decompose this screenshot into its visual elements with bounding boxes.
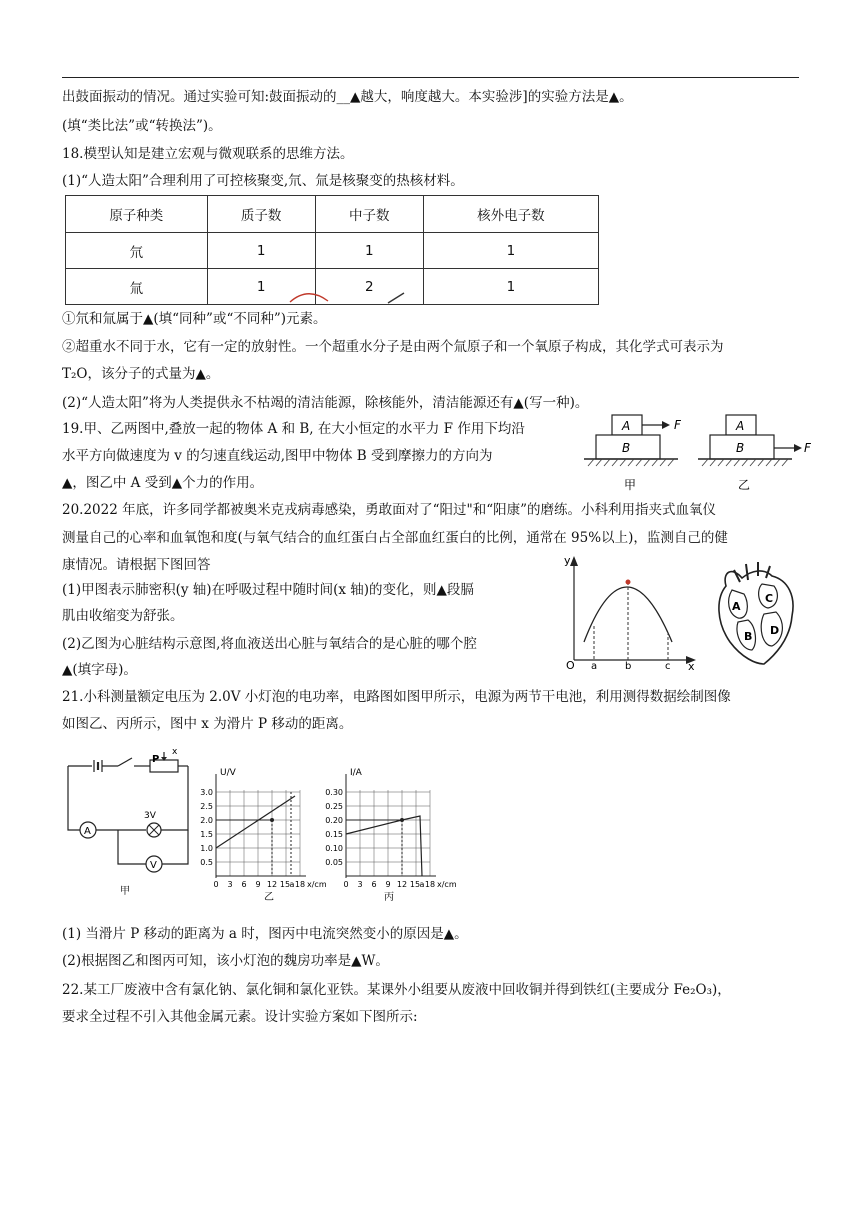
question-21-line2: 如图乙、丙所示，图中 x 为滑片 P 移动的距离。 [62,716,353,732]
i-series-line [346,816,422,876]
svg-text:0.25: 0.25 [325,802,343,811]
table-header: 中子数 [315,196,423,233]
table-header: 核外电子数 [423,196,598,233]
tick-label: b [625,661,632,672]
arrow-head-icon [794,444,802,452]
voltage-chart [198,766,333,902]
lamp-label: 3V [144,811,156,821]
table-header-row [66,196,599,233]
data-point [400,818,404,822]
current-chart [318,766,468,902]
table-cell: 1 [423,233,598,269]
question-20-line3: 康情况。请根据下图回答 [62,557,211,573]
svg-text:a: a [419,880,425,889]
svg-text:12: 12 [266,880,278,889]
svg-text:3: 3 [227,880,233,889]
ammeter-label: A [84,826,91,837]
svg-text:2.0: 2.0 [200,816,213,825]
question-20-part2-cont: ▲(填字母)。 [62,662,137,678]
svg-text:3.0: 3.0 [200,788,213,797]
svg-text:15: 15 [409,880,421,889]
arrow-head-icon [570,556,578,566]
table-cell: 氚 [66,269,208,305]
switch [118,758,132,766]
table-cell: 1 [207,269,315,305]
block-a-label: A [736,419,745,433]
y-axis-label: U/V [220,768,236,778]
x-tick-labels [343,880,435,889]
svg-text:9: 9 [385,880,391,889]
table-cell: 1 [423,269,598,305]
figure-caption: 乙 [738,478,751,492]
chamber-label: C [765,592,774,605]
question-20-line2: 测量自己的心率和血氧饱和度(与氧气结合的血红蛋白占全部血红蛋白的比例，通常在 95%以上)，监测自己的健 [62,530,728,546]
svg-text:3: 3 [357,880,363,889]
svg-text:15: 15 [279,880,291,889]
block-figure-jia [584,415,682,492]
text-line: 出鼓面振动的情况。通过实验可知:鼓面振动的__▲越大，响度越大。本实验涉]的实验方法是▲。 [62,89,633,105]
question-21-line1: 21.小科测量额定电压为 2.0V 小灯泡的电功率，电路图如图甲所示，电源为两节干电池，利用测得数据绘制图像 [62,689,731,705]
wire [160,766,188,830]
x-axis-label: x [688,660,695,672]
question-18-title: 18.模型认知是建立宏观与微观联系的思维方法。 [62,146,354,162]
svg-text:1.0: 1.0 [200,844,213,853]
svg-text:0.10: 0.10 [325,844,343,853]
question-20-part1: (1)甲图表示肺密积(y 轴)在呼吸过程中随时间(x 轴)的变化，则▲段膈 [62,582,474,598]
force-label: F [804,441,811,455]
question-18-1b-cont: T₂O，该分子的式量为▲。 [62,366,220,382]
table-cell: 2 [315,269,423,305]
chamber-label: A [732,600,741,613]
y-axis-label: y [564,554,571,567]
question-18-1a: ①氘和氚属于▲(填“同种”或“不同种”)元素。 [62,311,327,327]
question-20-part2: (2)乙图为心脏结构示意图,将血液送出心脏与氧结合的是心脏的哪个腔 [62,636,477,652]
distance-label: x [172,748,178,757]
question-18-part2: (2)“人造太阳”将为人类提供永不枯竭的清洁能源，除核能外，清洁能源还有▲(写一种)。 [62,395,589,411]
table-header: 原子种类 [66,196,208,233]
svg-text:18: 18 [424,880,436,889]
svg-text:0.15: 0.15 [325,830,343,839]
data-point [270,818,274,822]
lung-volume-graph [560,552,700,672]
atom-table [65,195,599,305]
svg-text:6: 6 [241,880,247,889]
question-20-line1: 20.2022 年底，许多同学都被奥米克戎病毒感染，勇敢面对了“阳过"和“阳康”的磨练。小科利用指夹式血氧仪 [62,502,717,518]
svg-text:0.05: 0.05 [325,858,343,867]
svg-text:a: a [289,880,295,889]
question-22-line2: 要求全过程不引入其他金属元素。设计实验方案如下图所示: [62,1009,418,1025]
arrow-head-icon [662,421,670,429]
svg-text:0: 0 [343,880,349,889]
tick-label: c [665,661,671,672]
svg-text:12: 12 [396,880,408,889]
svg-text:0.20: 0.20 [325,816,343,825]
table-cell: 1 [315,233,423,269]
pen-marks [280,290,420,304]
svg-text:18: 18 [294,880,306,889]
svg-text:6: 6 [371,880,377,889]
svg-text:0.5: 0.5 [200,858,213,867]
heart-outline [719,571,793,664]
figure-caption: 甲 [624,478,637,492]
u-series-line [216,796,295,848]
figure-caption: 乙 [264,892,274,902]
block-b-label: B [622,441,631,455]
tick-label: a [591,661,598,672]
question-19-line1: 19.甲、乙两图中,叠放一起的物体 A 和 B, 在大小恒定的水平力 F 作用下均沿 [62,421,525,437]
origin-label: O [566,659,575,672]
x-tick-labels [213,880,305,889]
block-b-label: B [736,441,745,455]
figure-caption: 甲 [120,886,130,897]
question-22-line1: 22.某工厂废液中含有氯化钠、氯化铜和氯化亚铁。某课外小组要从废液中回收铜并得到铁红(主要成分 Fe₂O₃)， [62,982,731,998]
table-row [66,233,599,269]
y-tick-labels [200,788,213,867]
x-axis-label: x/cm [307,880,327,889]
y-tick-labels [325,788,343,867]
voltmeter-label: V [150,860,157,871]
chamber-label: B [744,630,753,643]
svg-text:1.5: 1.5 [200,830,213,839]
circuit-diagram [58,748,210,900]
question-20-part1-cont: 肌由收缩变为舒张。 [62,608,184,624]
table-cell: 1 [207,233,315,269]
table-header: 质子数 [207,196,315,233]
table-cell: 氘 [66,233,208,269]
question-18-part1: (1)“人造太阳”合理利用了可控核聚变,氘、氚是核聚变的热核材料。 [62,173,464,189]
ground-hatch [702,459,788,466]
grid [346,790,430,876]
ground-hatch [588,459,674,466]
block-figure-yi [698,415,812,492]
question-21-part2: (2)根据图乙和图丙可知，该小灯泡的魏房功率是▲W。 [62,953,389,969]
peak-point [626,580,631,585]
x-axis-label: x/cm [437,880,457,889]
force-label: F [674,418,681,432]
figure-caption: 丙 [384,892,394,902]
question-21-part1: (1) 当滑片 P 移动的距离为 a 时，图丙中电流突然变小的原因是▲。 [62,926,468,942]
grid [216,790,300,876]
wire [68,766,84,830]
svg-text:0: 0 [213,880,219,889]
slider-label: P [152,754,160,765]
svg-text:9: 9 [255,880,261,889]
block-figure [578,412,818,492]
y-axis-label: I/A [350,768,362,778]
question-19-line3: ▲，图乙中 A 受到▲个力的作用。 [62,475,264,491]
header-rule [62,77,799,78]
text-line: (填“类比法”或“转换法”)。 [62,118,222,134]
block-a-label: A [622,419,631,433]
svg-text:0.30: 0.30 [325,788,343,797]
chamber-label: D [770,624,780,637]
question-19-line2: 水平方向做速度为 v 的匀速直线运动,图甲中物体 B 受到摩擦力的方向为 [62,448,493,464]
question-18-1b: ②超重水不同于水，它有一定的放射性。一个超重水分子是由两个氚原子和一个氧原子构成，其化学式可表示为 [62,339,724,355]
svg-text:2.5: 2.5 [200,802,213,811]
heart-diagram [712,560,798,670]
